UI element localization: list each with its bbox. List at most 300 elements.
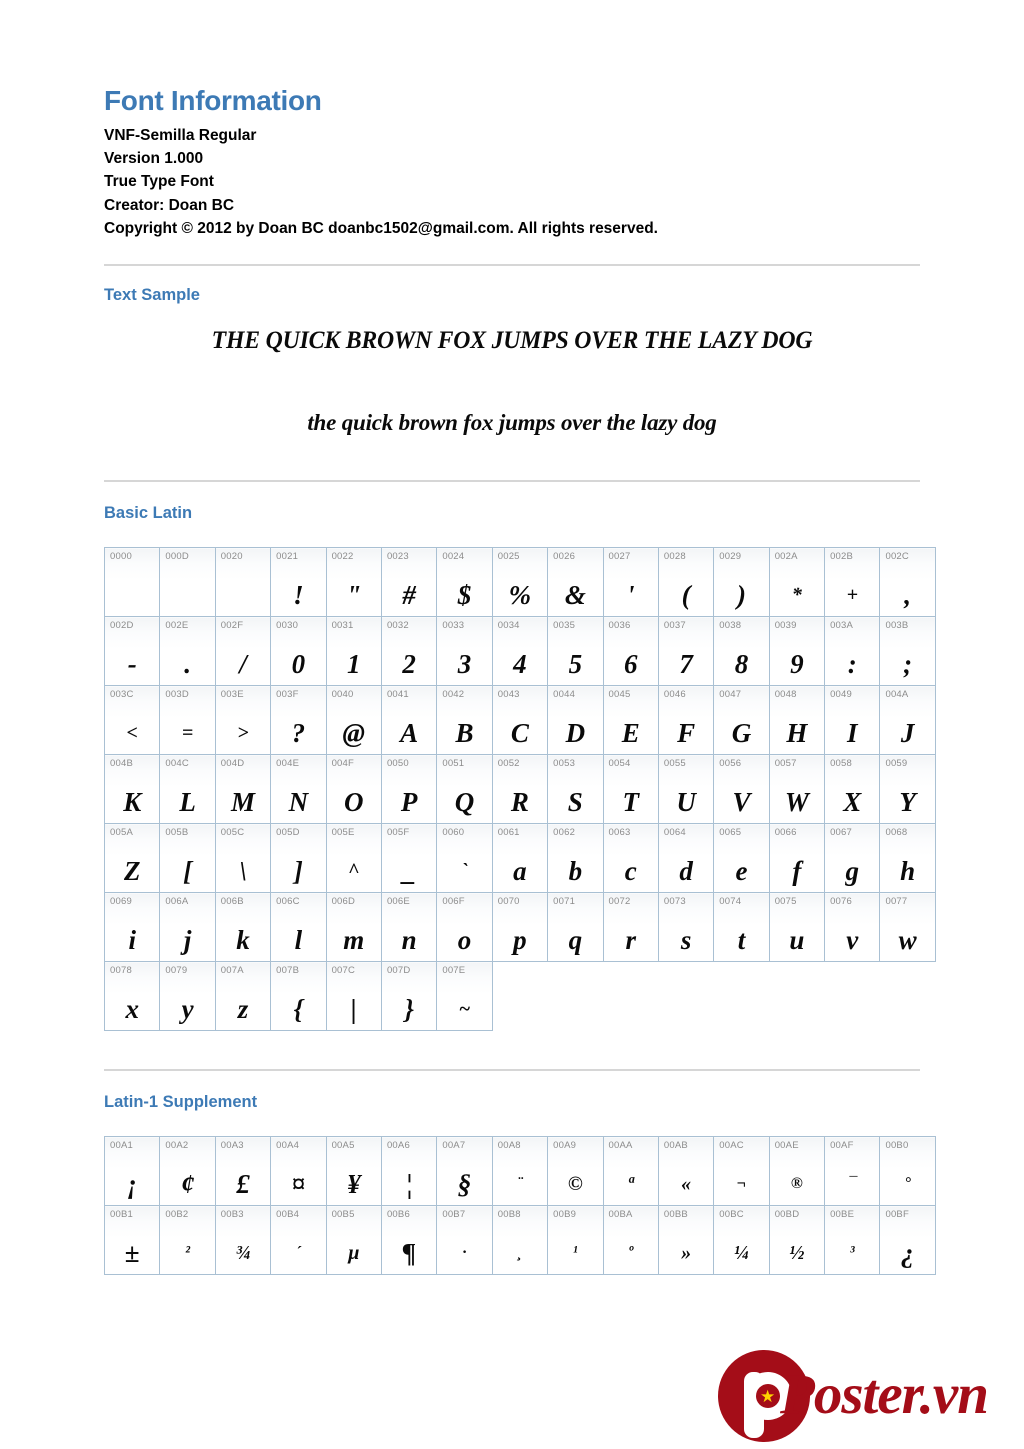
glyph-cell[interactable] bbox=[437, 962, 492, 1031]
glyph-codepoint-label: 0032 bbox=[386, 620, 409, 632]
glyph-codepoint-label: 003B bbox=[885, 620, 909, 632]
glyph-cell[interactable] bbox=[880, 1137, 935, 1206]
glyph-cell[interactable] bbox=[105, 686, 160, 755]
glyph-cell[interactable] bbox=[548, 686, 603, 755]
glyph-codepoint-label: 0063 bbox=[608, 827, 631, 839]
glyph-codepoint-label: 00AF bbox=[830, 1140, 854, 1152]
glyph-cell[interactable] bbox=[714, 1206, 769, 1275]
glyph-codepoint-label: 00A6 bbox=[386, 1140, 410, 1152]
glyph-cell[interactable] bbox=[548, 824, 603, 893]
glyph-cell[interactable] bbox=[326, 1206, 381, 1275]
glyph-cell-empty bbox=[658, 962, 713, 1031]
glyph-codepoint-label: 00AC bbox=[719, 1140, 744, 1152]
glyph-preview: V bbox=[732, 787, 751, 818]
glyph-cell[interactable] bbox=[548, 548, 603, 617]
glyph-cell[interactable] bbox=[492, 824, 547, 893]
glyph-cell[interactable] bbox=[437, 824, 492, 893]
watermark-brand-text: Poster.vn bbox=[780, 1363, 988, 1426]
glyph-cell[interactable] bbox=[825, 824, 880, 893]
glyph-codepoint-label: 00A1 bbox=[110, 1140, 133, 1152]
glyph-codepoint-label: 0053 bbox=[553, 758, 576, 770]
glyph-cell[interactable] bbox=[215, 1137, 270, 1206]
glyph-preview: > bbox=[237, 722, 249, 745]
glyph-codepoint-label: 005A bbox=[110, 827, 133, 839]
glyph-cell[interactable] bbox=[880, 686, 935, 755]
glyph-cell[interactable] bbox=[658, 1206, 713, 1275]
glyph-cell[interactable] bbox=[825, 686, 880, 755]
glyph-cell[interactable] bbox=[437, 1137, 492, 1206]
glyph-cell[interactable] bbox=[160, 1137, 215, 1206]
glyph-preview: N bbox=[288, 787, 309, 818]
glyph-cell[interactable] bbox=[160, 686, 215, 755]
glyph-preview: : bbox=[847, 649, 857, 680]
glyph-preview: ² bbox=[185, 1244, 190, 1262]
glyph-preview: ? bbox=[291, 718, 306, 749]
glyph-cell[interactable] bbox=[825, 617, 880, 686]
glyph-codepoint-label: 00A8 bbox=[497, 1140, 521, 1152]
glyph-preview: M bbox=[230, 787, 255, 818]
glyph-codepoint-label: 003D bbox=[165, 689, 189, 701]
glyph-cell[interactable] bbox=[105, 824, 160, 893]
glyph-preview: 5 bbox=[568, 649, 583, 680]
glyph-codepoint-label: 0024 bbox=[442, 551, 465, 563]
glyph-cell[interactable] bbox=[326, 617, 381, 686]
glyph-cell[interactable] bbox=[603, 548, 658, 617]
glyph-cell[interactable] bbox=[160, 824, 215, 893]
glyph-cell[interactable] bbox=[769, 893, 824, 962]
glyph-cell[interactable] bbox=[381, 617, 436, 686]
glyph-codepoint-label: 00BA bbox=[608, 1209, 633, 1221]
glyph-preview: ) bbox=[736, 580, 746, 611]
glyph-codepoint-label: 0027 bbox=[608, 551, 631, 563]
glyph-cell[interactable] bbox=[381, 755, 436, 824]
font-metadata-line: Creator: Doan BC bbox=[104, 196, 235, 214]
glyph-cell[interactable] bbox=[658, 755, 713, 824]
glyph-cell[interactable] bbox=[880, 824, 935, 893]
font-metadata-line: True Type Font bbox=[104, 173, 214, 191]
glyph-cell[interactable] bbox=[825, 1206, 880, 1275]
glyph-cell[interactable] bbox=[492, 1206, 547, 1275]
glyph-preview: ± bbox=[124, 1238, 140, 1269]
glyph-preview: y bbox=[181, 994, 194, 1025]
glyph-codepoint-label: 0031 bbox=[331, 620, 354, 632]
glyph-preview: ! bbox=[293, 580, 304, 611]
glyph-codepoint-label: 0046 bbox=[663, 689, 686, 701]
glyph-codepoint-label: 00BF bbox=[885, 1209, 909, 1221]
glyph-cell[interactable] bbox=[381, 1137, 436, 1206]
glyph-cell-empty bbox=[603, 962, 658, 1031]
glyph-table-latin1-supplement bbox=[104, 1136, 936, 1275]
glyph-preview: ¾ bbox=[235, 1242, 251, 1265]
glyph-cell[interactable] bbox=[271, 962, 326, 1031]
glyph-preview: } bbox=[404, 994, 414, 1025]
divider-above-text-sample bbox=[104, 264, 920, 266]
glyph-cell[interactable] bbox=[326, 962, 381, 1031]
glyph-cell[interactable] bbox=[437, 893, 492, 962]
glyph-preview: , bbox=[904, 580, 912, 611]
glyph-preview: Y bbox=[899, 787, 916, 818]
glyph-cell[interactable] bbox=[326, 893, 381, 962]
glyph-cell[interactable] bbox=[825, 755, 880, 824]
glyph-preview: « bbox=[681, 1173, 692, 1196]
glyph-cell[interactable] bbox=[769, 755, 824, 824]
glyph-cell[interactable] bbox=[492, 755, 547, 824]
glyph-preview: p bbox=[513, 925, 527, 956]
glyph-preview: e bbox=[735, 856, 748, 887]
glyph-codepoint-label: 00A3 bbox=[220, 1140, 244, 1152]
glyph-cell[interactable] bbox=[492, 548, 547, 617]
glyph-preview: \ bbox=[239, 856, 247, 887]
glyph-cell[interactable] bbox=[215, 686, 270, 755]
glyph-cell[interactable] bbox=[215, 962, 270, 1031]
glyph-preview: ¡ bbox=[126, 1169, 138, 1200]
glyph-cell[interactable] bbox=[658, 824, 713, 893]
glyph-preview: ] bbox=[293, 856, 303, 887]
text-sample-lowercase: the quick brown fox jumps over the lazy dog bbox=[307, 410, 717, 436]
section-heading-basic-latin: Basic Latin bbox=[104, 504, 193, 523]
glyph-cell[interactable] bbox=[326, 755, 381, 824]
glyph-codepoint-label: 007C bbox=[331, 965, 356, 977]
glyph-cell[interactable] bbox=[880, 755, 935, 824]
glyph-cell[interactable] bbox=[381, 893, 436, 962]
glyph-codepoint-label: 0050 bbox=[386, 758, 409, 770]
glyph-cell[interactable] bbox=[105, 893, 160, 962]
glyph-codepoint-label: 0055 bbox=[663, 758, 686, 770]
glyph-codepoint-label: 004E bbox=[276, 758, 300, 770]
glyph-cell[interactable] bbox=[215, 1206, 270, 1275]
glyph-cell[interactable] bbox=[603, 755, 658, 824]
glyph-cell[interactable] bbox=[381, 962, 436, 1031]
glyph-cell[interactable] bbox=[658, 1137, 713, 1206]
glyph-preview: r bbox=[625, 925, 636, 956]
glyph-cell[interactable] bbox=[271, 824, 326, 893]
glyph-cell[interactable] bbox=[603, 686, 658, 755]
glyph-preview: { bbox=[293, 994, 304, 1025]
glyph-codepoint-label: 002D bbox=[110, 620, 134, 632]
glyph-codepoint-label: 0068 bbox=[885, 827, 908, 839]
glyph-cell-empty bbox=[714, 962, 769, 1031]
glyph-codepoint-label: 0040 bbox=[331, 689, 354, 701]
glyph-cell[interactable] bbox=[160, 1206, 215, 1275]
glyph-preview: z bbox=[237, 994, 249, 1025]
glyph-cell[interactable] bbox=[326, 1137, 381, 1206]
section-heading-text-sample: Text Sample bbox=[104, 286, 200, 305]
glyph-cell[interactable] bbox=[714, 617, 769, 686]
glyph-cell[interactable] bbox=[160, 617, 215, 686]
glyph-preview: G bbox=[731, 718, 752, 749]
glyph-cell[interactable] bbox=[880, 548, 935, 617]
glyph-preview: O bbox=[344, 787, 364, 818]
glyph-cell[interactable] bbox=[381, 824, 436, 893]
glyph-codepoint-label: 0043 bbox=[497, 689, 520, 701]
glyph-cell[interactable] bbox=[492, 617, 547, 686]
glyph-codepoint-label: 0026 bbox=[553, 551, 576, 563]
glyph-cell[interactable] bbox=[603, 1137, 658, 1206]
glyph-cell[interactable] bbox=[714, 824, 769, 893]
glyph-cell[interactable] bbox=[271, 686, 326, 755]
glyph-preview: q bbox=[568, 925, 583, 956]
glyph-cell[interactable] bbox=[658, 548, 713, 617]
glyph-preview: § bbox=[457, 1169, 472, 1200]
glyph-preview: " bbox=[346, 580, 362, 611]
glyph-cell[interactable] bbox=[105, 1206, 160, 1275]
glyph-preview: J bbox=[900, 718, 915, 749]
glyph-preview: # bbox=[402, 580, 416, 611]
glyph-cell-empty bbox=[769, 962, 824, 1031]
glyph-codepoint-label: 006D bbox=[331, 896, 356, 908]
glyph-preview: n bbox=[401, 925, 417, 956]
glyph-preview: x bbox=[125, 994, 139, 1025]
glyph-codepoint-label: 00B9 bbox=[553, 1209, 577, 1221]
glyph-table-row bbox=[105, 893, 936, 962]
glyph-codepoint-label: 00B7 bbox=[442, 1209, 466, 1221]
glyph-preview: f bbox=[792, 856, 802, 887]
glyph-cell[interactable] bbox=[381, 548, 436, 617]
glyph-codepoint-label: 00B0 bbox=[885, 1140, 909, 1152]
glyph-cell[interactable] bbox=[271, 1137, 326, 1206]
glyph-cell[interactable] bbox=[769, 824, 824, 893]
glyph-cell[interactable] bbox=[160, 893, 215, 962]
glyph-preview: h bbox=[900, 856, 916, 887]
glyph-cell[interactable] bbox=[215, 548, 270, 617]
glyph-codepoint-label: 006F bbox=[442, 896, 465, 908]
glyph-cell[interactable] bbox=[603, 824, 658, 893]
glyph-cell[interactable] bbox=[160, 755, 215, 824]
glyph-preview: < bbox=[126, 722, 138, 745]
glyph-cell-empty bbox=[880, 962, 935, 1031]
glyph-preview: ¬ bbox=[736, 1175, 747, 1193]
glyph-cell[interactable] bbox=[603, 617, 658, 686]
glyph-cell[interactable] bbox=[714, 686, 769, 755]
glyph-cell[interactable] bbox=[603, 893, 658, 962]
poster-vn-watermark bbox=[718, 1344, 1024, 1444]
text-sample-uppercase: THE QUICK BROWN FOX JUMPS OVER THE LAZY DOG bbox=[211, 327, 813, 355]
glyph-preview: s bbox=[680, 925, 692, 956]
glyph-cell[interactable] bbox=[271, 893, 326, 962]
glyph-preview: _ bbox=[402, 856, 416, 887]
glyph-cell[interactable] bbox=[492, 1137, 547, 1206]
glyph-cell[interactable] bbox=[714, 755, 769, 824]
glyph-cell[interactable] bbox=[825, 1137, 880, 1206]
glyph-preview: j bbox=[183, 925, 192, 956]
glyph-preview: 1 bbox=[347, 649, 361, 680]
font-metadata-line: Copyright © 2012 by Doan BC doanbc1502@gmail.com. All rights reserved. bbox=[104, 219, 658, 237]
glyph-table-row bbox=[105, 962, 936, 1031]
glyph-cell[interactable] bbox=[326, 686, 381, 755]
glyph-cell[interactable] bbox=[825, 548, 880, 617]
glyph-preview: 0 bbox=[291, 649, 306, 680]
glyph-cell[interactable] bbox=[437, 755, 492, 824]
glyph-cell[interactable] bbox=[326, 548, 381, 617]
glyph-cell[interactable] bbox=[105, 1137, 160, 1206]
glyph-codepoint-label: 00B5 bbox=[331, 1209, 355, 1221]
glyph-codepoint-label: 00BE bbox=[830, 1209, 855, 1221]
glyph-codepoint-label: 0035 bbox=[553, 620, 576, 632]
glyph-codepoint-label: 0036 bbox=[608, 620, 631, 632]
glyph-cell[interactable] bbox=[769, 617, 824, 686]
glyph-cell[interactable] bbox=[271, 548, 326, 617]
glyph-cell[interactable] bbox=[381, 1206, 436, 1275]
glyph-codepoint-label: 000D bbox=[165, 551, 189, 563]
glyph-codepoint-label: 0076 bbox=[830, 896, 853, 908]
glyph-cell[interactable] bbox=[880, 893, 935, 962]
glyph-cell[interactable] bbox=[215, 617, 270, 686]
glyph-preview: ¼ bbox=[733, 1242, 749, 1265]
glyph-cell[interactable] bbox=[714, 1137, 769, 1206]
glyph-preview: ` bbox=[461, 860, 468, 883]
glyph-preview: m bbox=[343, 925, 365, 956]
glyph-codepoint-label: 0044 bbox=[553, 689, 576, 701]
glyph-codepoint-label: 006E bbox=[386, 896, 410, 908]
page-title: Font Information bbox=[104, 85, 322, 116]
glyph-preview: » bbox=[681, 1242, 692, 1265]
glyph-cell[interactable] bbox=[548, 893, 603, 962]
glyph-codepoint-label: 0023 bbox=[386, 551, 409, 563]
glyph-cell[interactable] bbox=[880, 1206, 935, 1275]
glyph-codepoint-label: 007B bbox=[276, 965, 300, 977]
glyph-codepoint-label: 0058 bbox=[830, 758, 853, 770]
glyph-preview: / bbox=[239, 649, 247, 680]
glyph-cell[interactable] bbox=[437, 1206, 492, 1275]
divider-above-latin1 bbox=[104, 1069, 920, 1071]
glyph-preview: º bbox=[628, 1244, 634, 1262]
glyph-cell[interactable] bbox=[105, 755, 160, 824]
glyph-preview: C bbox=[510, 718, 529, 749]
glyph-preview: ½ bbox=[789, 1242, 805, 1265]
glyph-cell[interactable] bbox=[271, 617, 326, 686]
glyph-codepoint-label: 0033 bbox=[442, 620, 465, 632]
glyph-preview: ^ bbox=[348, 860, 360, 883]
glyph-codepoint-label: 00B4 bbox=[276, 1209, 300, 1221]
glyph-preview: [ bbox=[183, 856, 193, 887]
glyph-codepoint-label: 006C bbox=[276, 896, 300, 908]
glyph-preview: P bbox=[400, 787, 418, 818]
glyph-cell[interactable] bbox=[548, 1137, 603, 1206]
glyph-cell[interactable] bbox=[437, 686, 492, 755]
glyph-codepoint-label: 005B bbox=[165, 827, 189, 839]
glyph-preview: ¥ bbox=[347, 1169, 361, 1200]
glyph-codepoint-label: 004C bbox=[165, 758, 189, 770]
glyph-preview: S bbox=[567, 787, 583, 818]
glyph-cell[interactable] bbox=[437, 548, 492, 617]
glyph-codepoint-label: 0072 bbox=[608, 896, 631, 908]
glyph-cell[interactable] bbox=[271, 755, 326, 824]
glyph-preview: @ bbox=[342, 718, 365, 749]
glyph-table-row bbox=[105, 548, 936, 617]
glyph-cell[interactable] bbox=[880, 617, 935, 686]
glyph-cell[interactable] bbox=[825, 893, 880, 962]
glyph-codepoint-label: 003F bbox=[276, 689, 299, 701]
glyph-codepoint-label: 003C bbox=[110, 689, 134, 701]
glyph-cell[interactable] bbox=[548, 755, 603, 824]
glyph-preview: ° bbox=[904, 1175, 911, 1193]
glyph-preview: a bbox=[513, 856, 527, 887]
glyph-cell-empty bbox=[492, 962, 547, 1031]
glyph-codepoint-label: 0047 bbox=[719, 689, 742, 701]
glyph-cell[interactable] bbox=[215, 824, 270, 893]
glyph-preview: U bbox=[676, 787, 696, 818]
divider-above-basic-latin bbox=[104, 480, 920, 482]
glyph-cell[interactable] bbox=[714, 548, 769, 617]
glyph-preview: ' bbox=[626, 580, 635, 611]
glyph-preview: © bbox=[567, 1173, 583, 1196]
glyph-preview: £ bbox=[236, 1169, 250, 1200]
glyph-cell[interactable] bbox=[658, 686, 713, 755]
glyph-preview: 3 bbox=[457, 649, 472, 680]
glyph-codepoint-label: 003A bbox=[830, 620, 854, 632]
glyph-cell[interactable] bbox=[769, 1137, 824, 1206]
glyph-codepoint-label: 0065 bbox=[719, 827, 742, 839]
glyph-preview: v bbox=[846, 925, 859, 956]
glyph-table-row bbox=[105, 755, 936, 824]
glyph-codepoint-label: 0078 bbox=[110, 965, 132, 977]
glyph-codepoint-label: 004F bbox=[331, 758, 355, 770]
glyph-cell-empty bbox=[825, 962, 880, 1031]
glyph-cell[interactable] bbox=[769, 548, 824, 617]
glyph-cell[interactable] bbox=[215, 893, 270, 962]
glyph-preview: K bbox=[123, 787, 142, 818]
glyph-preview: Q bbox=[454, 787, 475, 818]
glyph-cell[interactable] bbox=[271, 1206, 326, 1275]
glyph-preview: 2 bbox=[402, 649, 416, 680]
glyph-cell[interactable] bbox=[658, 617, 713, 686]
glyph-cell[interactable] bbox=[714, 893, 769, 962]
glyph-cell[interactable] bbox=[105, 617, 160, 686]
glyph-preview: t bbox=[737, 925, 746, 956]
glyph-cell[interactable] bbox=[658, 893, 713, 962]
glyph-cell[interactable] bbox=[548, 1206, 603, 1275]
glyph-preview: ¨ bbox=[517, 1175, 523, 1193]
glyph-preview: E bbox=[621, 718, 640, 749]
glyph-cell[interactable] bbox=[492, 686, 547, 755]
glyph-preview: ¸ bbox=[517, 1244, 523, 1262]
glyph-cell[interactable] bbox=[105, 962, 160, 1031]
glyph-preview: D bbox=[565, 718, 586, 749]
glyph-table-row bbox=[105, 824, 936, 893]
glyph-cell[interactable] bbox=[160, 962, 215, 1031]
glyph-codepoint-label: 0060 bbox=[442, 827, 465, 839]
glyph-cell[interactable] bbox=[381, 686, 436, 755]
glyph-codepoint-label: 0029 bbox=[719, 551, 742, 563]
glyph-codepoint-label: 0021 bbox=[276, 551, 299, 563]
glyph-codepoint-label: 0022 bbox=[331, 551, 354, 563]
glyph-codepoint-label: 00BB bbox=[663, 1209, 688, 1221]
glyph-cell[interactable] bbox=[437, 617, 492, 686]
glyph-cell[interactable] bbox=[326, 824, 381, 893]
glyph-cell[interactable] bbox=[105, 548, 160, 617]
glyph-preview: 4 bbox=[513, 649, 527, 680]
glyph-codepoint-label: 0041 bbox=[386, 689, 409, 701]
glyph-preview: B bbox=[455, 718, 474, 749]
glyph-preview: ¿ bbox=[900, 1238, 915, 1269]
glyph-codepoint-label: 004A bbox=[885, 689, 909, 701]
glyph-cell[interactable] bbox=[769, 1206, 824, 1275]
glyph-cell[interactable] bbox=[548, 617, 603, 686]
glyph-preview: % bbox=[508, 580, 532, 611]
glyph-cell[interactable] bbox=[769, 686, 824, 755]
glyph-codepoint-label: 00B2 bbox=[165, 1209, 189, 1221]
glyph-codepoint-label: 0054 bbox=[608, 758, 631, 770]
glyph-cell[interactable] bbox=[492, 893, 547, 962]
glyph-preview: A bbox=[400, 718, 419, 749]
glyph-cell[interactable] bbox=[160, 548, 215, 617]
glyph-cell[interactable] bbox=[603, 1206, 658, 1275]
glyph-cell[interactable] bbox=[215, 755, 270, 824]
glyph-table-body bbox=[105, 548, 936, 1031]
glyph-preview: Z bbox=[123, 856, 141, 887]
glyph-codepoint-label: 004B bbox=[110, 758, 133, 770]
glyph-codepoint-label: 006B bbox=[220, 896, 244, 908]
